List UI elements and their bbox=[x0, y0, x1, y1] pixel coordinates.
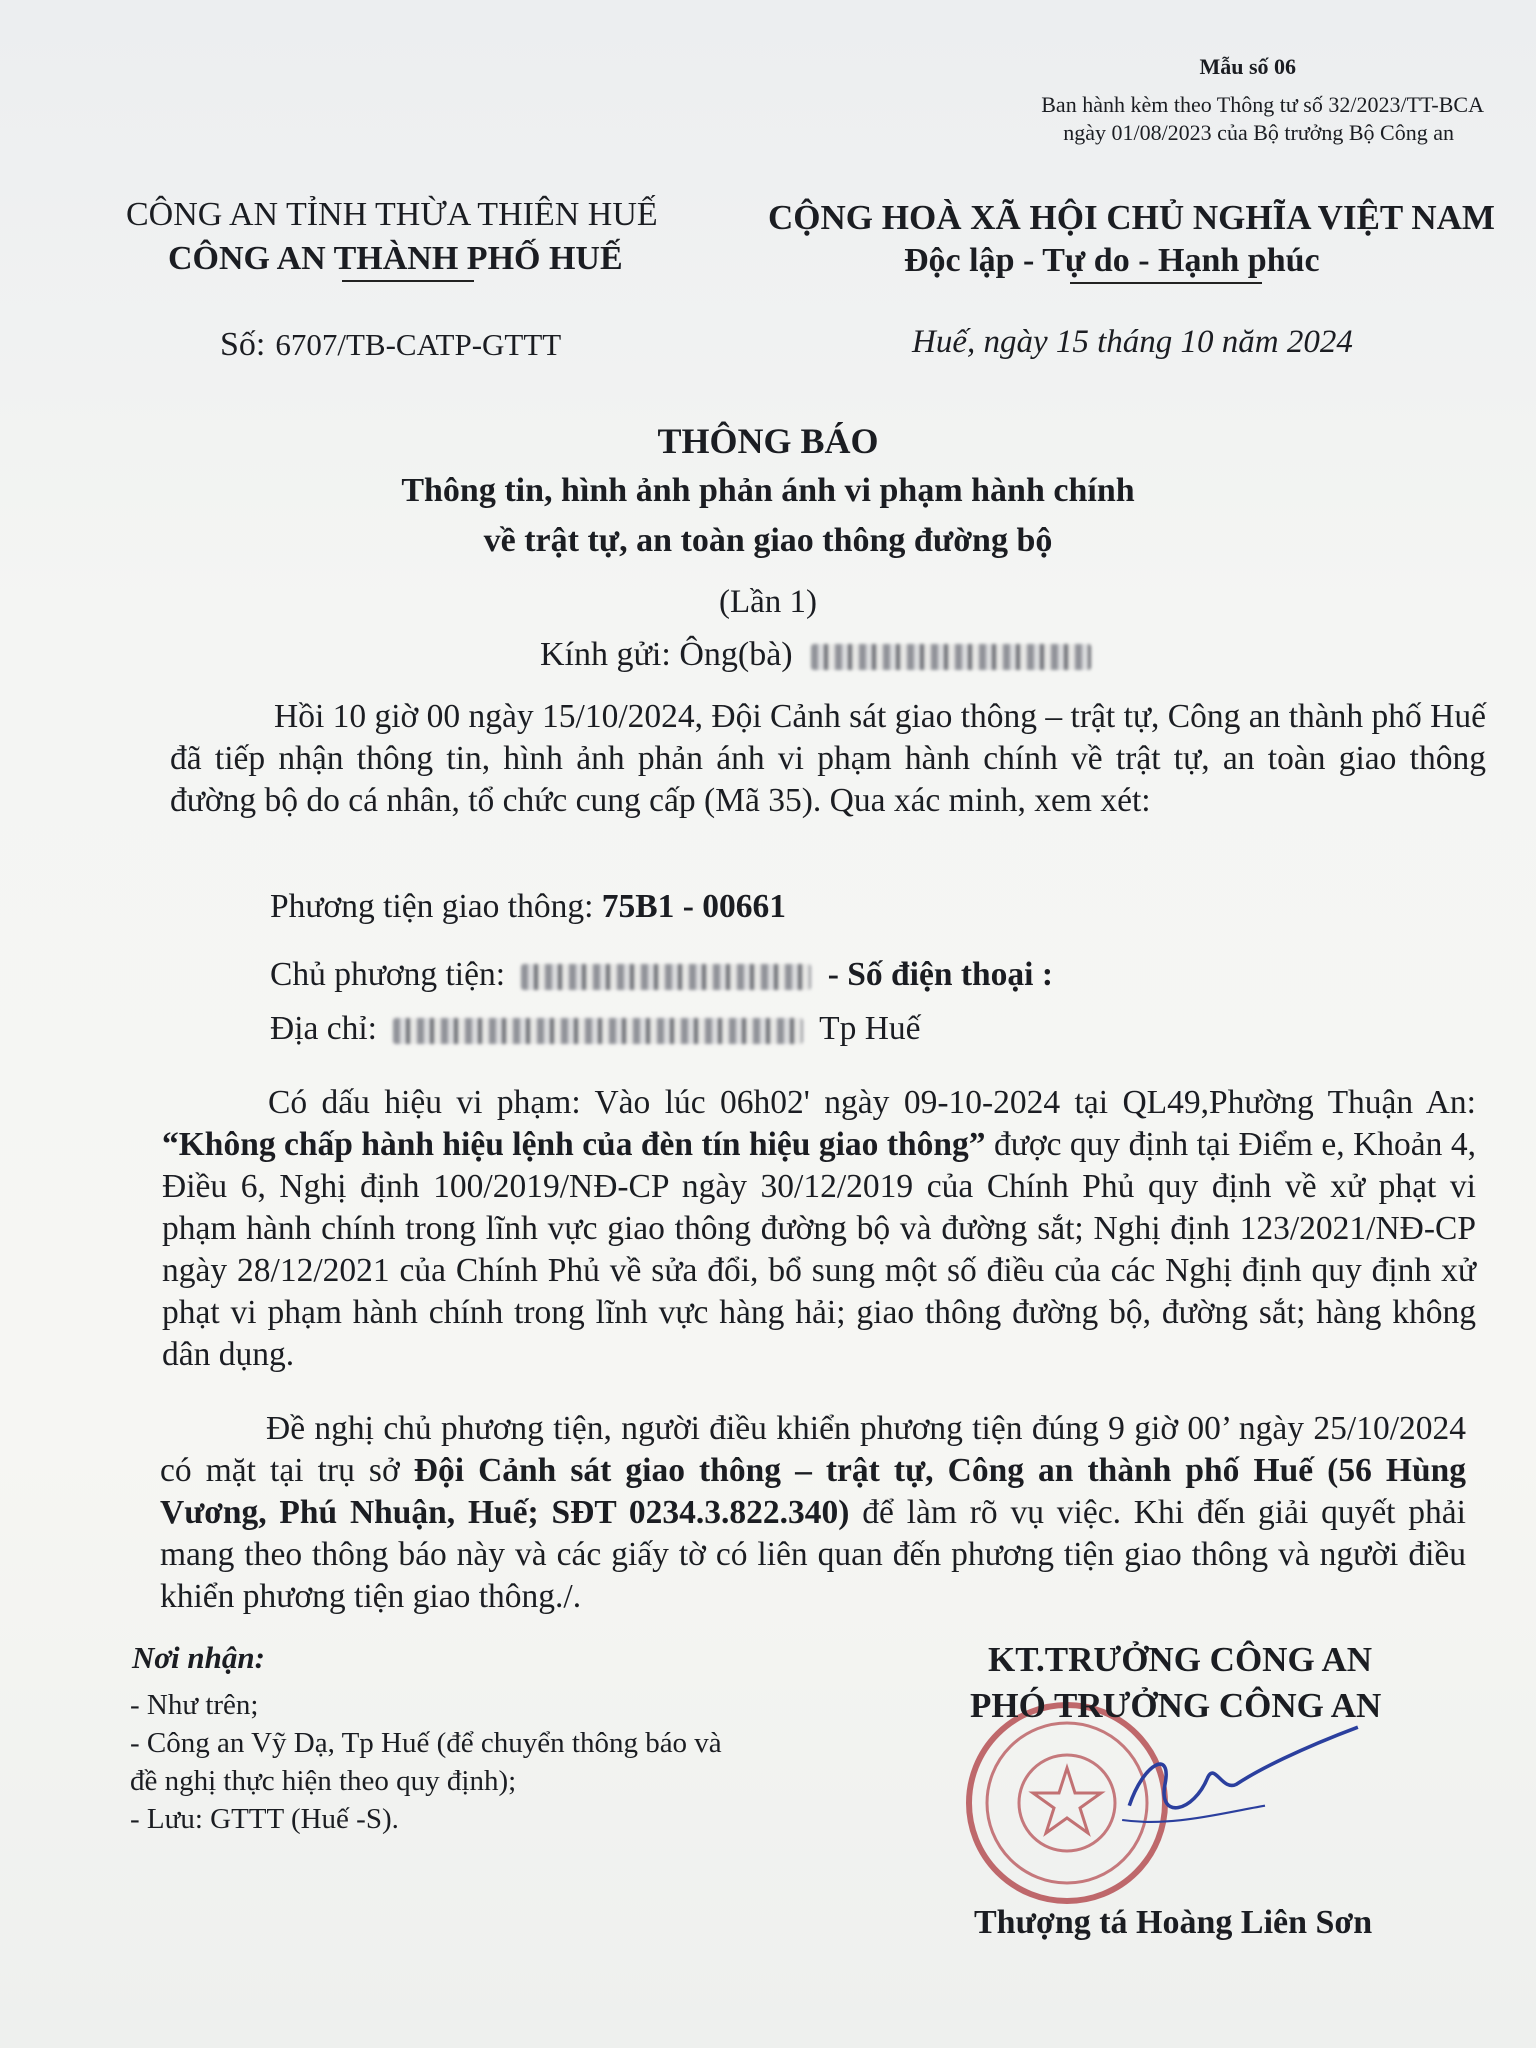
address-city: Tp Huế bbox=[819, 1010, 921, 1047]
motto-underline bbox=[1070, 282, 1262, 284]
request-instructions: để làm rõ vụ việc. Khi đến giải quyết phải mang theo thông báo này và các giấy tờ có liên quan đến phương tiện giao thông và người điều khiển phương tiện giao thông./. bbox=[160, 1494, 1466, 1615]
paragraph-intro: Hồi 10 giờ 00 ngày 15/10/2024, Đội Cảnh sát giao thông – trật tự, Công an thành phố Huế đã tiếp nhận thông tin, hình ảnh phản ánh vi phạm hành chính về trật tự, an toàn giao thông đường bộ do cá nhân, tổ chức cung cấp (Mã 35). Qua xác minh, xem xét: bbox=[170, 698, 1486, 819]
signature-title-1: KT.TRƯỞNG CÔNG AN bbox=[988, 1640, 1373, 1679]
form-issued-date-line: ngày 01/08/2023 của Bộ trưởng Bộ Công an bbox=[1063, 120, 1454, 145]
phone-label: - Số điện thoại : bbox=[827, 956, 1053, 993]
signature-title-2: PHÓ TRƯỞNG CÔNG AN bbox=[970, 1686, 1382, 1725]
paragraph-violation bbox=[162, 1082, 1476, 1376]
vehicle-plate: 75B1 - 00661 bbox=[601, 888, 787, 925]
document-number-label: Số: bbox=[220, 326, 266, 363]
agency-name: CÔNG AN THÀNH PHỐ HUẾ bbox=[168, 240, 623, 277]
address-label: Địa chỉ: bbox=[270, 1010, 377, 1047]
redacted-owner-name bbox=[521, 964, 811, 990]
signer-name: Thượng tá Hoàng Liên Sơn bbox=[974, 1904, 1373, 1941]
recipients-item: - Công an Vỹ Dạ, Tp Huế (để chuyển thông báo và bbox=[130, 1727, 722, 1759]
owner-label: Chủ phương tiện: bbox=[270, 956, 506, 993]
agency-parent: CÔNG AN TỈNH THỪA THIÊN HUẾ bbox=[126, 196, 658, 233]
paragraph-request bbox=[160, 1408, 1466, 1618]
request-office: Đội Cảnh sát giao thông – trật tự, Công an thành phố Huế (56 Hùng Vương, Phú Nhuận, Huế; SĐT 0234.3.822.340) bbox=[160, 1452, 1466, 1531]
violation-name: “Không chấp hành hiệu lệnh của đèn tín hiệu giao thông” bbox=[162, 1126, 986, 1163]
redacted-address bbox=[393, 1018, 803, 1044]
vehicle-line bbox=[270, 888, 786, 926]
document-number bbox=[220, 326, 561, 364]
document-number-value: 6707/TB-CATP-GTTT bbox=[275, 327, 562, 362]
agency-underline bbox=[342, 280, 474, 282]
recipients-title: Nơi nhận: bbox=[132, 1640, 265, 1675]
recipient-label: Kính gửi: Ông(bà) bbox=[540, 636, 793, 673]
place-date: Huế, ngày 15 tháng 10 năm 2024 bbox=[912, 324, 1353, 360]
form-number: Mẫu số 06 bbox=[1199, 54, 1296, 79]
recipient-line bbox=[540, 636, 1091, 674]
recipients-item: đề nghị thực hiện theo quy định); bbox=[130, 1765, 517, 1797]
recipients-list bbox=[130, 1686, 870, 1838]
signature-scribble bbox=[1010, 1720, 1370, 1870]
owner-line bbox=[270, 956, 1053, 994]
request-intro: Đề nghị chủ phương tiện, người điều khiển phương tiện đúng 9 giờ 00’ ngày 25/10/2024 có mặt tại trụ sở bbox=[160, 1410, 1466, 1489]
recipients-item: - Như trên; bbox=[130, 1689, 259, 1721]
vehicle-label: Phương tiện giao thông: bbox=[270, 888, 594, 925]
document-title: THÔNG BÁO bbox=[657, 421, 879, 461]
document-subtitle-2: về trật tự, an toàn giao thông đường bộ bbox=[483, 522, 1053, 559]
notice-round: (Lần 1) bbox=[718, 584, 818, 620]
recipients-item: - Lưu: GTTT (Huế -S). bbox=[130, 1803, 399, 1835]
violation-legal-basis: được quy định tại Điểm e, Khoản 4, Điều 6, Nghị định 100/2019/NĐ-CP ngày 30/12/2019 của Chính Phủ quy định về xử phạt vi phạm hành chính trong lĩnh vực giao thông đường bộ và đường sắt; Nghị định 123/2021/NĐ-CP ngày 28/12/2021 của Chính Phủ về sửa đổi, bổ sung một số điều của các Nghị định quy định xử phạt vi phạm hành chính trong lĩnh vực hàng hải; giao thông đường bộ, đường sắt; hàng không dân dụng. bbox=[162, 1126, 1476, 1373]
document-subtitle-1: Thông tin, hình ảnh phản ánh vi phạm hành chính bbox=[401, 472, 1135, 509]
form-issued-line: Ban hành kèm theo Thông tư số 32/2023/TT-BCA bbox=[1041, 92, 1484, 117]
address-line bbox=[270, 1010, 921, 1048]
violation-intro: Có dấu hiệu vi phạm: Vào lúc 06h02' ngày 09-10-2024 tại QL49,Phường Thuận An: bbox=[268, 1084, 1476, 1121]
redacted-recipient-name bbox=[811, 644, 1091, 670]
national-motto: Độc lập - Tự do - Hạnh phúc bbox=[904, 242, 1320, 279]
country-name: CỘNG HOÀ XÃ HỘI CHỦ NGHĨA VIỆT NAM bbox=[768, 198, 1495, 237]
